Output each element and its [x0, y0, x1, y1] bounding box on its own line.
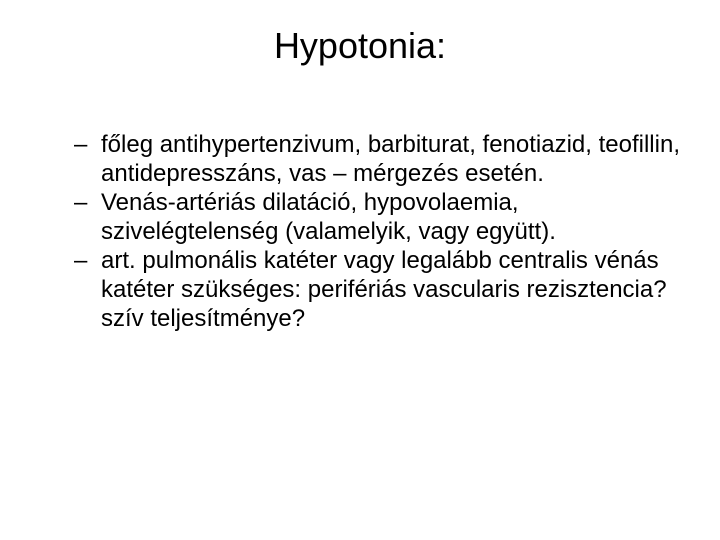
bullet-list — [74, 130, 694, 333]
bullet-text-2: Venás-artériás dilatáció, hypovolaemia, szivelégtelenség (valamelyik, vagy együtt). — [101, 189, 556, 245]
slide-title: Hypotonia: — [273, 25, 447, 66]
bullet-dash-icon: – — [74, 189, 88, 216]
bullet-item-1 — [74, 130, 694, 188]
bullet-item-2 — [74, 188, 694, 246]
bullet-text-1: főleg antihypertenzivum, barbiturat, fenotiazid, teofillin, antidepresszáns, vas – mérgezés esetén. — [101, 131, 680, 187]
bullet-item-3 — [74, 246, 694, 333]
bullet-text-3: art. pulmonális katéter vagy legalább centralis vénás katéter szükséges: perifériás vascularis rezisztencia? szív teljesítménye? — [101, 247, 667, 332]
bullet-dash-icon: – — [74, 247, 88, 274]
bullet-dash-icon: – — [74, 131, 88, 158]
